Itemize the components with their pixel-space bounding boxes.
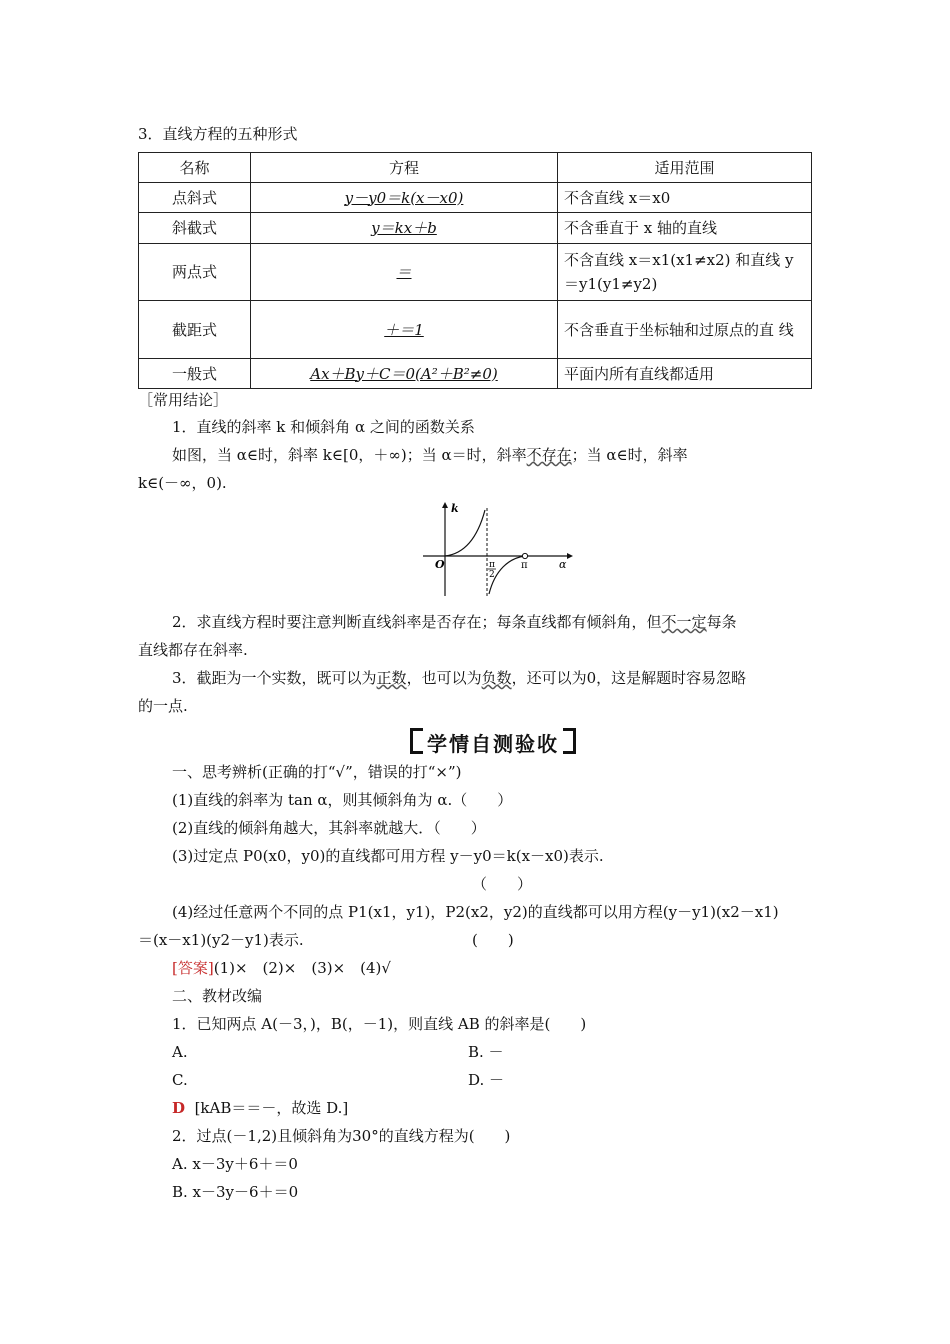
answer-label: [答案] bbox=[172, 959, 214, 977]
question-1: 1．已知两点 A(－3，)，B(，－1)，则直线 AB 的斜率是( ) bbox=[172, 1015, 587, 1033]
form-equation: Ax＋By＋C＝0(A²＋B²≠0) bbox=[251, 359, 558, 389]
form-equation: y－y0＝k(x－x0) bbox=[251, 183, 558, 213]
open-point-pi bbox=[522, 553, 527, 558]
pi-half-numerator: π bbox=[489, 560, 495, 570]
header-range: 适用范围 bbox=[558, 153, 812, 183]
part-2-title: 二、教材改编 bbox=[172, 987, 263, 1005]
conclusion-3-text: 3．截距为一个实数，既可以为正数，也可以为负数，还可以为0，这是解题时容易忽略 bbox=[172, 669, 747, 687]
form-range: 不含垂直于 x 轴的直线 bbox=[558, 213, 812, 244]
alpha-axis-arrow bbox=[567, 553, 573, 559]
table-row bbox=[139, 301, 812, 359]
table-row bbox=[139, 183, 812, 213]
q1-option-a: A. bbox=[172, 1043, 188, 1061]
header-equation: 方程 bbox=[251, 153, 558, 183]
form-equation: y＝kx＋b bbox=[251, 213, 558, 244]
conclusion-1-text: 如图，当 α∈时，斜率 k∈[0，＋∞)；当 α＝时，斜率不存在；当 α∈时，斜率 bbox=[172, 446, 688, 464]
conclusion-3-text-cont: 的一点. bbox=[138, 697, 188, 715]
judge-item-4: (4)经过任意两个不同的点 P1(x1，y1)，P2(x2，y2)的直线都可以用方程(y－y1)(x2－x1) bbox=[172, 903, 779, 921]
conclusion-2-text-cont: 直线都存在斜率. bbox=[138, 641, 248, 659]
judge-item-2: (2)直线的倾斜角越大，其斜率就越大．（ ） bbox=[172, 819, 486, 837]
form-range: 不含垂直于坐标轴和过原点的直 线 bbox=[558, 301, 812, 359]
form-range: 平面内所有直线都适用 bbox=[558, 359, 812, 389]
question-2: 2．过点(－1,2)且倾斜角为30°的直线方程为( ) bbox=[172, 1127, 511, 1145]
answer-line bbox=[172, 958, 391, 978]
judge-item-1: (1)直线的斜率为 tan α，则其倾斜角为 α.（ ） bbox=[172, 791, 513, 809]
table-row bbox=[139, 359, 812, 389]
banner-right-bracket bbox=[563, 728, 576, 754]
alpha-label: α bbox=[559, 558, 567, 571]
form-range: 不含直线 x＝x1(x1≠x2) 和直线 y ＝y1(y1≠y2) bbox=[558, 244, 812, 301]
q2-option-a: A. x－3y＋6＋＝0 bbox=[172, 1155, 298, 1173]
conclusion-1-text-cont: k∈(－∞，0). bbox=[138, 474, 227, 492]
q1-option-c: C. bbox=[172, 1071, 188, 1089]
q2-option-b: B. x－3y－6＋＝0 bbox=[172, 1183, 299, 1201]
conclusion-2-text: 2．求直线方程时要注意判断直线斜率是否存在；每条直线都有倾斜角，但不一定每条 bbox=[172, 613, 737, 631]
common-conclusions-heading: ［常用结论］ bbox=[138, 391, 229, 409]
q1-answer-letter: D bbox=[172, 1099, 186, 1117]
pi-label: π bbox=[521, 560, 528, 571]
origin-label: O bbox=[435, 558, 445, 571]
pi-half-denominator: 2 bbox=[489, 570, 495, 580]
q1-option-b: B. － bbox=[468, 1043, 504, 1061]
q1-option-d: D. － bbox=[468, 1071, 505, 1089]
form-name: 截距式 bbox=[139, 301, 251, 359]
form-equation: ＋＝1 bbox=[251, 301, 558, 359]
line-equation-forms-table bbox=[138, 152, 812, 389]
judge-item-4-blank: ( ) bbox=[472, 931, 514, 949]
self-test-banner: 学情自测验收 bbox=[410, 728, 576, 757]
q1-answer-text: [kAB＝＝－，故选 D.] bbox=[194, 1099, 349, 1117]
form-equation: ＝ bbox=[251, 244, 558, 301]
form-name: 点斜式 bbox=[139, 183, 251, 213]
judge-item-3: (3)过定点 P0(x0，y0)的直线都可用方程 y－y0＝k(x－x0)表示. bbox=[172, 847, 604, 865]
k-axis-arrow bbox=[442, 502, 448, 508]
judge-item-4-cont: ＝(x－x1)(y2－y1)表示. bbox=[138, 931, 304, 949]
table-header-row bbox=[139, 153, 812, 183]
form-name: 一般式 bbox=[139, 359, 251, 389]
slope-angle-graph bbox=[415, 500, 575, 600]
judge-item-3-blank: （ ） bbox=[472, 875, 533, 893]
section-3-title: 3．直线方程的五种形式 bbox=[138, 125, 298, 143]
answer-text: (1)× (2)× (3)× (4)√ bbox=[213, 959, 391, 977]
k-label: k bbox=[451, 502, 459, 515]
table-row bbox=[139, 213, 812, 244]
conclusion-1-title: 1．直线的斜率 k 和倾斜角 α 之间的函数关系 bbox=[172, 418, 475, 436]
banner-left-bracket bbox=[410, 728, 423, 754]
table-row bbox=[139, 244, 812, 301]
form-name: 斜截式 bbox=[139, 213, 251, 244]
part-1-title: 一、思考辨析(正确的打“√”，错误的打“×”) bbox=[172, 763, 462, 781]
curve-left-branch bbox=[445, 510, 485, 556]
form-range: 不含直线 x＝x0 bbox=[558, 183, 812, 213]
q1-answer bbox=[172, 1098, 348, 1118]
header-name: 名称 bbox=[139, 153, 251, 183]
form-name: 两点式 bbox=[139, 244, 251, 301]
